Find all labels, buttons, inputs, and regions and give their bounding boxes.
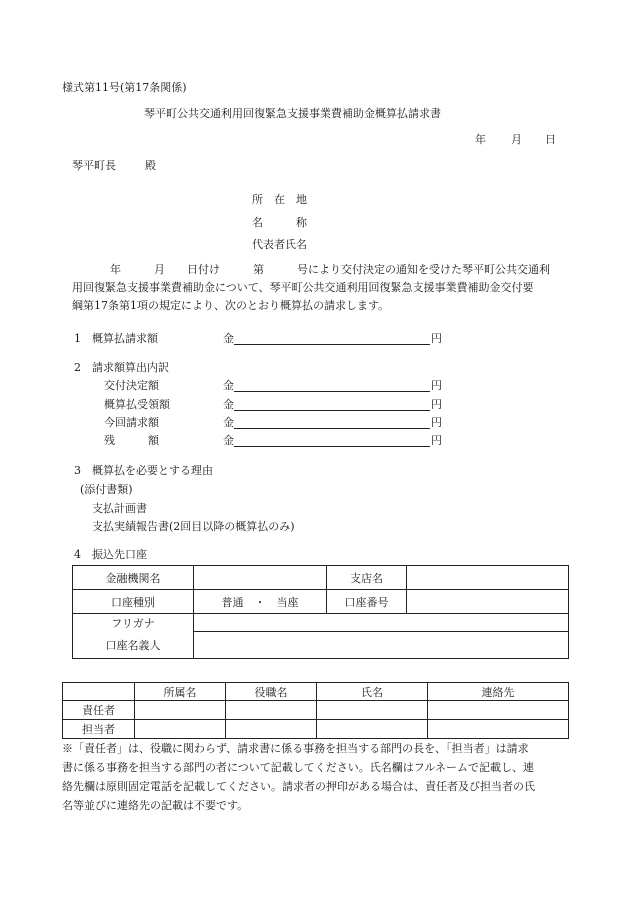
section2-item-suffix: 円 <box>431 416 442 429</box>
branch-name-cell[interactable] <box>407 566 569 590</box>
contact-cell[interactable] <box>317 701 428 720</box>
body-line-2: 用回復緊急支援事業費補助金について、琴平町公共交通利用回復緊急支援事業費補助金交付要 <box>72 281 534 294</box>
addressee-honorific: 殿 <box>145 159 156 172</box>
section2-item-amount-line[interactable] <box>234 428 430 429</box>
section1-amount-line[interactable] <box>234 344 430 345</box>
section2-item-amount-line[interactable] <box>234 410 430 411</box>
contact-cell[interactable] <box>317 720 428 739</box>
contact-header-position: 役職名 <box>226 683 317 701</box>
attachment-item: 支払実績報告書(2回目以降の概算払のみ) <box>92 520 295 533</box>
attachments-label: (添付書類) <box>80 483 133 496</box>
contact-header-department: 所属名 <box>135 683 226 701</box>
bank-name-cell[interactable] <box>194 566 327 590</box>
section4-label: 4 振込先口座 <box>74 548 147 561</box>
contact-cell[interactable] <box>226 720 317 739</box>
section2-item-label: 残 額 <box>104 434 159 447</box>
account-holder-label: 口座名義人 <box>73 632 194 659</box>
account-number-label: 口座番号 <box>327 590 407 614</box>
furigana-label: フリガナ <box>73 614 194 632</box>
applicant-address-label: 所 在 地 <box>252 193 307 206</box>
contact-cell[interactable] <box>135 720 226 739</box>
body-line-3: 綱第17条第1項の規定により、次のとおり概算払の請求します。 <box>72 299 390 312</box>
section2-item-prefix: 金 <box>223 434 234 447</box>
account-number-cell[interactable] <box>407 590 569 614</box>
note-line-3: 絡先欄は原則固定電話を記載してください。請求者の押印がある場合は、責任者及び担当者の氏 <box>62 780 535 793</box>
contact-header-contact: 連絡先 <box>428 683 569 701</box>
bank-name-label: 金融機関名 <box>73 566 194 590</box>
applicant-name-label: 名 称 <box>252 216 307 229</box>
section2-item-suffix: 円 <box>431 434 442 447</box>
account-type-label: 口座種別 <box>73 590 194 614</box>
section3-label: 3 概算払を必要とする理由 <box>74 464 213 477</box>
section2-item-prefix: 金 <box>223 379 234 392</box>
form-number: 様式第11号(第17条関係) <box>62 81 187 94</box>
addressee-name: 琴平町長 <box>72 159 116 172</box>
body-line-1: 年 月 日付け 第 号により交付決定の通知を受けた琴平町公共交通利 <box>110 263 550 276</box>
contact-row-label: 責任者 <box>63 701 135 720</box>
section1-suffix: 円 <box>431 332 442 345</box>
section1-prefix: 金 <box>223 332 234 345</box>
date-day: 日 <box>545 133 556 146</box>
account-holder-cell[interactable] <box>194 632 569 659</box>
section2-item-prefix: 金 <box>223 398 234 411</box>
note-line-1: ※「責任者」は、役職に関わらず、請求書に係る事務を担当する部門の長を、「担当者」は請求 <box>62 742 529 755</box>
section2-item-label: 今回請求額 <box>104 416 159 429</box>
section2-item-suffix: 円 <box>431 398 442 411</box>
section2-item-amount-line[interactable] <box>234 391 430 392</box>
contact-cell[interactable] <box>428 701 569 720</box>
contact-header-name: 氏名 <box>317 683 428 701</box>
section2-label: 2 請求額算出内訳 <box>74 361 169 374</box>
date-month: 月 <box>511 133 522 146</box>
section1-label: 1 概算払請求額 <box>74 332 158 345</box>
contact-table <box>62 682 569 739</box>
section2-item-label: 交付決定額 <box>104 379 159 392</box>
contact-header-blank <box>63 683 135 701</box>
contact-row-label: 担当者 <box>63 720 135 739</box>
attachment-item: 支払計画書 <box>92 502 147 515</box>
form-title: 琴平町公共交通利用回復緊急支援事業費補助金概算払請求書 <box>144 107 441 120</box>
furigana-cell[interactable] <box>194 614 569 632</box>
contact-cell[interactable] <box>226 701 317 720</box>
section2-item-suffix: 円 <box>431 379 442 392</box>
contact-cell[interactable] <box>135 701 226 720</box>
note-line-4: 名等並びに連絡先の記載は不要です。 <box>62 799 249 812</box>
date-year: 年 <box>475 133 486 146</box>
bank-account-table <box>72 565 569 659</box>
applicant-representative-label: 代表者氏名 <box>252 238 307 251</box>
contact-cell[interactable] <box>428 720 569 739</box>
note-line-2: 書に係る事務を担当する部門の者について記載してください。氏名欄はフルネームで記載し、連 <box>62 761 535 774</box>
account-type-options[interactable]: 普通 ・ 当座 <box>194 590 327 614</box>
branch-name-label: 支店名 <box>327 566 407 590</box>
section2-item-prefix: 金 <box>223 416 234 429</box>
section2-item-label: 概算払受領額 <box>104 398 170 411</box>
section2-item-amount-line[interactable] <box>234 446 430 447</box>
